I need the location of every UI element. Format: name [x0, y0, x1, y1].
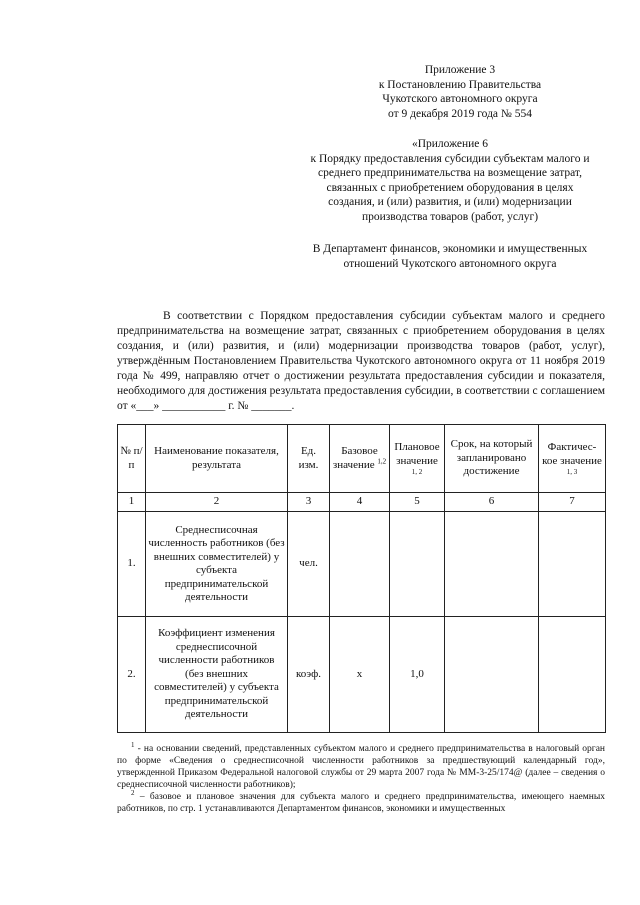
- table-header-row: [118, 425, 606, 493]
- intro-paragraph: [117, 309, 605, 414]
- footnote-2-mark: 2: [131, 788, 135, 797]
- header-name: Наименование показателя, результата: [146, 425, 288, 493]
- header-actual-sup: 1, 3: [566, 468, 578, 476]
- annex-3-line-3: Чукотского автономного округа: [382, 93, 538, 105]
- footnote-2-text: – базовое и плановое значения для субъекта малого и среднего предпринимательства, имеющего наемных работников, по стр. 1 устанавливаются Департаментом финансов, экономики и имущественных: [117, 792, 605, 814]
- header-actual: [539, 425, 606, 493]
- recipient-block: [270, 242, 630, 271]
- header-unit: Ед. изм.: [288, 425, 330, 493]
- footnotes: [117, 740, 605, 815]
- footnote-2: [117, 788, 605, 815]
- annex-6-line-3: среднего предпринимательства на возмещение затрат,: [318, 167, 582, 179]
- intro-text: В соответствии с Порядком предоставления субсидии субъектам малого и среднего предпринимательства на возмещение затрат, связанных с приобретением оборудования в целях создания, и (или) развития, и (или) модернизации производства товаров (работ, услуг), утверждённым Постановлением Правительства Чукотского автономного округа от 11 ноября 2019 года № 499, направляю отчет о достижении результата предоставления субсидии и показателя, необходимого для достижения результата предоставления субсидии, в соответствии с соглашением от «___» ___________ г. № _______.: [117, 310, 605, 412]
- row-deadline: [445, 512, 539, 617]
- recipient-line-1: В Департамент финансов, экономики и имущественных: [312, 243, 588, 255]
- footnote-1-mark: 1: [131, 740, 135, 749]
- row-unit: чел.: [288, 512, 330, 617]
- header-planned: [390, 425, 445, 493]
- row-num: 2.: [118, 617, 146, 733]
- annex-6-line-5: создания, и (или) развития, и (или) модернизации: [328, 196, 572, 208]
- row-actual: [539, 512, 606, 617]
- header-num: № п/п: [118, 425, 146, 493]
- column-number: 1: [118, 493, 146, 512]
- row-base: х: [330, 617, 390, 733]
- header-planned-sup: 1, 2: [411, 468, 423, 476]
- table-row: [118, 512, 606, 617]
- annex-6-title: «Приложение 6: [411, 138, 489, 150]
- row-planned: [390, 512, 445, 617]
- annex-6-line-6: производства товаров (работ, услуг): [361, 210, 539, 223]
- header-planned-label: Плановое значение: [394, 441, 440, 467]
- header-base: [330, 425, 390, 493]
- annex-3-line-4: от 9 декабря 2019 года № 554: [387, 107, 532, 120]
- column-number-row: [118, 493, 606, 512]
- row-num: 1.: [118, 512, 146, 617]
- header-deadline: Срок, на который запланировано достижение: [445, 425, 539, 493]
- annex-3-header: [300, 63, 620, 121]
- row-name: Коэффициент изменения среднесписочной численности работников (без внешних совместителей) у субъекта предпринимательской деятельности: [146, 617, 288, 733]
- row-actual: [539, 617, 606, 733]
- annex-3-title: Приложение 3: [424, 64, 496, 76]
- header-base-sup: 1,2: [377, 456, 387, 465]
- footnote-1-text: - на основании сведений, представленных субъектом малого и среднего предпринимательства в налоговый орган по форме «Сведения о среднесписочной численности работников за предшествующий календарный год», утвержденной Приказом Федеральной налоговой службы от 29 марта 2007 года № ММ-3-25/174@ (далее – сведения о среднесписочной численности работников);: [117, 744, 605, 790]
- column-number: 2: [146, 493, 288, 512]
- header-actual-label: Фактичес-кое значение: [542, 441, 602, 467]
- indicators-table: [117, 424, 606, 733]
- table-row: [118, 617, 606, 733]
- annex-6-header: [270, 137, 630, 224]
- column-number: 7: [539, 493, 606, 512]
- row-unit: коэф.: [288, 617, 330, 733]
- column-number: 6: [445, 493, 539, 512]
- header-base-label: Базовое значение: [332, 445, 378, 471]
- annex-6-line-2: к Порядку предоставления субсидии субъектам малого и: [310, 152, 590, 165]
- footnote-1: [117, 740, 605, 791]
- row-base: [330, 512, 390, 617]
- row-name: Среднесписочная численность работников (без внешних совместителей) у субъекта предпринимательской деятельности: [146, 512, 288, 617]
- recipient-line-2: отношений Чукотского автономного округа: [343, 257, 557, 270]
- annex-3-line-2: к Постановлению Правительства: [378, 78, 542, 91]
- row-planned: 1,0: [390, 617, 445, 733]
- annex-6-line-4: связанных с приобретением оборудования в целях: [326, 181, 574, 194]
- column-number: 3: [288, 493, 330, 512]
- column-number: 5: [390, 493, 445, 512]
- row-deadline: [445, 617, 539, 733]
- column-number: 4: [330, 493, 390, 512]
